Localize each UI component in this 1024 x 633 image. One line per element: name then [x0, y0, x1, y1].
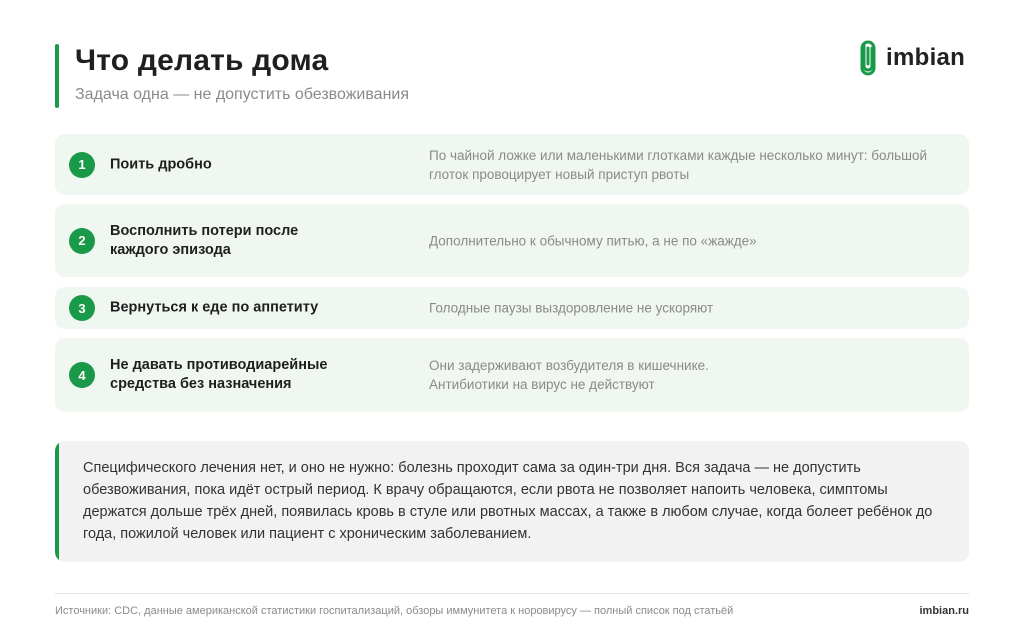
- step-title: Вернуться к еде по аппетиту: [110, 299, 319, 316]
- step-number-badge: 1: [69, 152, 95, 178]
- footer-site-link[interactable]: imbian.ru: [919, 605, 969, 617]
- step-title: Не давать противодиарейные средства без назначения: [110, 357, 328, 392]
- step-description: Они задерживают возбудителя в кишечнике. Антибиотики на вирус не действуют: [429, 358, 709, 392]
- brand-logo: [858, 40, 965, 76]
- page-subtitle: Задача одна — не допустить обезвоживания: [75, 86, 410, 103]
- step-number-badge: 2: [69, 228, 95, 254]
- step-description: По чайной ложке или маленькими глотками каждые несколько минут: большой глоток провоцирует новый приступ рвоты: [429, 147, 927, 182]
- footer-divider: [55, 593, 969, 594]
- step-description: Дополнительно к обычному питью, а не по «жажде»: [429, 233, 757, 248]
- title-accent-bar: [55, 44, 59, 108]
- page-title: Что делать дома: [75, 44, 329, 77]
- footer-sources: Источники: CDC, данные американской статистики госпитализаций, обзоры иммунитета к норовирусу — полный список под статьёй: [55, 605, 734, 617]
- step-card-3: [55, 287, 969, 329]
- summary-note: [55, 441, 969, 562]
- step-number-badge: 4: [69, 362, 95, 388]
- note-accent-bar: [55, 441, 59, 562]
- note-text: Специфического лечения нет, и оно не нужно: болезнь проходит сама за один-три дня. Вся задача — не допустить обезвоживания, пока идёт острый период. К врачу обращаются, если рвота не позволяет напоить человека, симптомы держатся дольше трёх дней, появилась кровь в стуле или рвотных массах, а также в любом случае, когда болеет ребёнок до года, пожилой человек или пациент с хроническим заболеванием.: [83, 460, 933, 542]
- step-card-4: [55, 338, 969, 412]
- brand-name: imbian: [886, 44, 966, 71]
- step-number-badge: 3: [69, 295, 95, 321]
- step-card-1: [55, 134, 969, 195]
- step-title: Восполнить потери после каждого эпизода: [110, 222, 299, 258]
- paperclip-logo-icon: [858, 40, 878, 76]
- step-title: Поить дробно: [110, 156, 212, 172]
- step-description: Голодные паузы выздоровление не ускоряют: [429, 300, 714, 316]
- step-card-2: [55, 204, 969, 277]
